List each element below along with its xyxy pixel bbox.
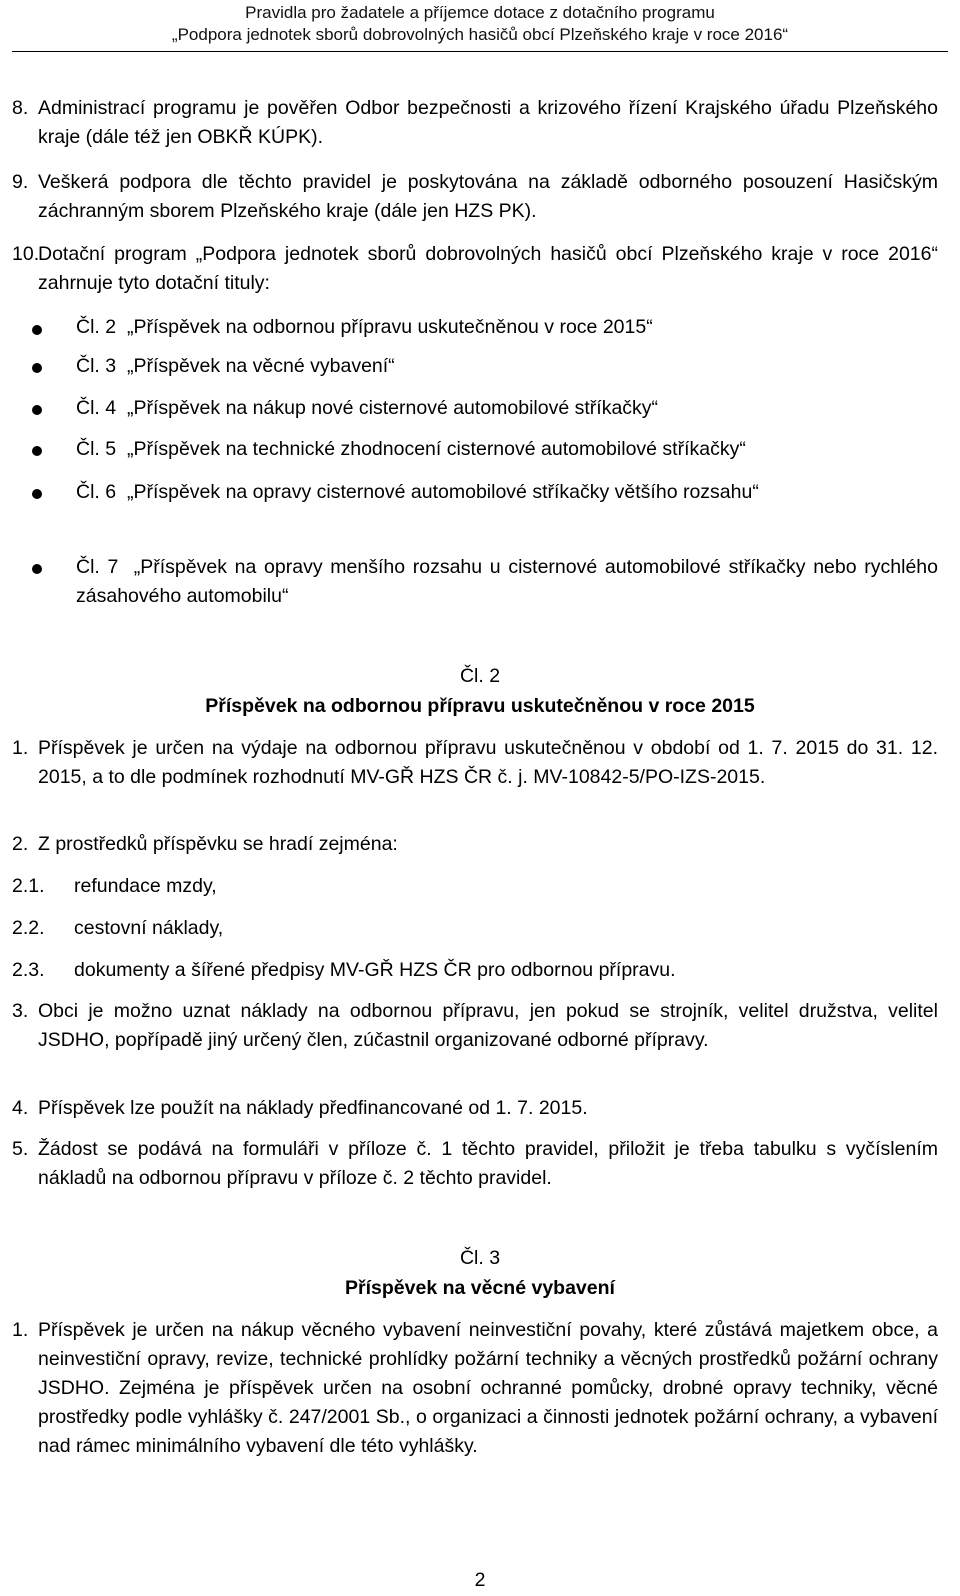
bullet-icon (32, 564, 42, 574)
title-prefix: Čl. 6 (76, 481, 117, 503)
art2-item-3: Obci je možno uznat náklady na odbornou přípravu, jen pokud se strojník, velitel družstva, velitel JSDHO, popřípadě jiný určený člen, zúčastnil organizované odborné přípravy. (38, 1000, 938, 1051)
bullet-icon (32, 325, 42, 335)
title-list-item (76, 435, 938, 464)
art2-item-2-2: cestovní náklady, (74, 917, 224, 939)
header-line-2: „Podpora jednotek sborů dobrovolných hasičů obcí Plzeňského kraje v roce 2016“ (171, 25, 789, 44)
art2-item-2: Z prostředků příspěvku se hradí zejména: (38, 833, 398, 855)
item-number: 8. (12, 97, 29, 119)
bullet-icon (32, 405, 42, 415)
art2-item-2-1: refundace mzdy, (74, 875, 217, 897)
title-prefix: Čl. 7 (76, 556, 119, 578)
item-number: 5. (12, 1138, 29, 1160)
title-name: „Příspěvek na věcné vybavení“ (126, 355, 395, 377)
art2-item-2-3: dokumenty a šířené předpisy MV-GŘ HZS ČR pro odbornou přípravu. (74, 959, 676, 981)
item-number: 4. (12, 1097, 29, 1119)
art2-item-4: Příspěvek lze použít na náklady předfinancované od 1. 7. 2015. (38, 1097, 588, 1119)
title-prefix: Čl. 2 (76, 316, 117, 338)
title-prefix: Čl. 4 (76, 397, 117, 419)
item-number: 1. (12, 737, 29, 759)
bullet-icon (32, 446, 42, 456)
item-number: 2.2. (12, 917, 45, 939)
title-prefix: Čl. 3 (76, 355, 117, 377)
article-3-heading: Čl. 3 (459, 1247, 501, 1269)
item-number: 2. (12, 833, 29, 855)
item-number: 1. (12, 1319, 29, 1341)
art2-item-5: Žádost se podává na formuláři v příloze č. 1 těchto pravidel, přiložit je třeba tabulku s vyčíslením nákladů na odbornou přípravu v příloze č. 2 těchto pravidel. (38, 1138, 938, 1189)
title-name: „Příspěvek na nákup nové cisternové automobilové stříkačky“ (126, 397, 659, 419)
item-number: 10. (12, 243, 40, 265)
intro-item-10: Dotační program „Podpora jednotek sborů dobrovolných hasičů obcí Plzeňského kraje v roce 2016“ zahrnuje tyto dotační tituly: (38, 243, 938, 294)
page-number: 2 (474, 1569, 486, 1591)
art3-item-1: Příspěvek je určen na nákup věcného vybavení neinvestiční povahy, které zůstává majetkem obce, a neinvestiční opravy, revize, technické prohlídky požární techniky a věcných prostředků požární ochrany JSDHO. Zejména je příspěvek určen na osobní ochranné pomůcky, drobné opravy techniky, věcné prostředky podle vyhlášky č. 247/2001 Sb., o organizaci a činnosti jednotek požární ochrany, a vybavení nad rámec minimálního vybavení dle této vyhlášky. (38, 1319, 938, 1457)
title-list-item (76, 352, 938, 381)
item-number: 9. (12, 171, 29, 193)
title-name: „Příspěvek na opravy menšího rozsahu u cisternové automobilové stříkačky nebo rychlého zásahového automobilu“ (76, 556, 938, 607)
title-list-item (76, 313, 938, 342)
intro-item-9: Veškerá podpora dle těchto pravidel je poskytována na základě odborného posouzení Hasičským záchranným sborem Plzeňského kraje (dále jen HZS PK). (38, 171, 938, 222)
title-list-item (76, 394, 938, 423)
article-3-title: Příspěvek na věcné vybavení (345, 1277, 615, 1299)
title-name: „Příspěvek na technické zhodnocení cisternové automobilové stříkačky“ (126, 438, 746, 460)
title-name: „Příspěvek na odbornou přípravu uskutečněnou v roce 2015“ (126, 316, 653, 338)
bullet-icon (32, 363, 42, 373)
article-2-title: Příspěvek na odbornou přípravu uskutečněnou v roce 2015 (205, 695, 755, 717)
title-list-item (76, 478, 938, 507)
item-number: 2.1. (12, 875, 45, 897)
title-name: „Příspěvek na opravy cisternové automobilové stříkačky většího rozsahu“ (126, 481, 759, 503)
item-number: 2.3. (12, 959, 45, 981)
art2-item-1: Příspěvek je určen na výdaje na odbornou přípravu uskutečněnou v období od 1. 7. 2015 do 31. 12. 2015, a to dle podmínek rozhodnutí MV-GŘ HZS ČR č. j. MV-10842-5/PO-IZS-2015. (38, 737, 938, 788)
article-2-heading: Čl. 2 (459, 665, 501, 687)
page-header (0, 2, 960, 46)
item-number: 3. (12, 1000, 29, 1022)
header-divider (12, 51, 948, 52)
header-line-1: Pravidla pro žadatele a příjemce dotace z dotačního programu (245, 3, 715, 22)
bullet-icon (32, 489, 42, 499)
title-prefix: Čl. 5 (76, 438, 117, 460)
intro-item-8: Administrací programu je pověřen Odbor bezpečnosti a krizového řízení Krajského úřadu Plzeňského kraje (dále též jen OBKŘ KÚPK). (38, 97, 938, 148)
title-list-item (76, 553, 938, 611)
